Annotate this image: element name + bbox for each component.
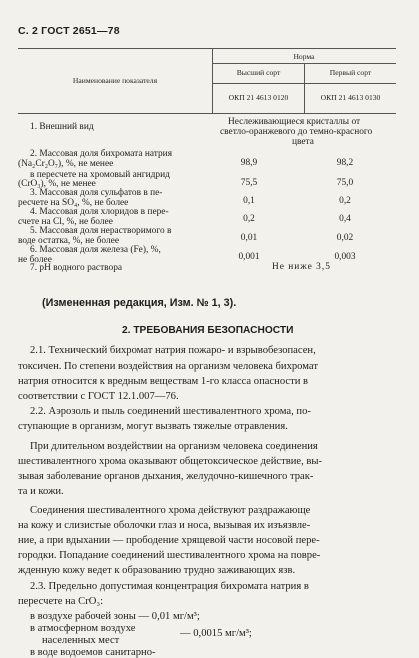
text-line: шестивалентного хрома оказывают общетоксическое действие, вы- [18,456,323,467]
row-3-value-first: 0,2 [339,196,351,206]
col-highest-header: Высший сорт [236,68,281,77]
text-line: ступающие в организм, могут вызвать тяжелые отравления. [18,421,288,432]
col-norm-header: Норма [293,52,315,61]
row-2b-label-2: (CrO₃), %, не менее [18,179,96,189]
okp-first: ОКП 21 4613 0130 [320,93,381,102]
row-5-label-2: воде остатка, %, не более [18,236,119,246]
col-first-header: Первый сорт [329,68,372,77]
row-2-value-first: 98,2 [336,158,354,168]
row-3-value-highest: 0,1 [243,196,255,206]
text-line: городки. Попадание соединений шестивалентного хрома на повре- [18,550,321,561]
text-line: зывая заболевание органов дыхания, желудочно-кишечного трак- [18,471,314,482]
row-2-label-2: (Na₂Cr₂O₇), %, не менее [18,159,114,169]
col-indicator-header: Наименование показателя [72,76,158,85]
row-4-label-2: счете на Cl, %, не более [18,217,113,227]
row-7-label: 7. pH водного раствора [30,263,123,273]
row-5-label-1: 5. Массовая доля нерастворимого в [30,226,172,236]
appearance-line-3: цвета [292,137,314,147]
text-line: в атмосферном воздухе [30,623,136,634]
text-line: 2.3. Предельно допустимая концентрация бихромата натрия в [30,581,309,592]
row-4-value-first: 0,4 [339,214,351,224]
text-line: в воде водоемов санитарно- [30,647,156,658]
row-6-label-2: не более [18,255,52,265]
row-4-value-highest: 0,2 [243,214,255,224]
text-line: в воздухе рабочей зоны — 0,01 мг/м³; [30,611,200,622]
text-line: жденную кожу ведет к образованию трудно заживающих язв. [18,565,296,576]
text-line: При длительном воздействии на организм человека соединения [30,441,318,452]
text-line: ние, а при вдыхании — прободение хрящевой части носовой пере- [18,535,320,546]
row-2b-value-first: 75,0 [336,178,354,188]
row-1-label: 1. Внешний вид [30,122,94,132]
text-line: населенных мест [42,635,120,646]
row-5-value-first: 0,02 [336,233,354,243]
row-7-value: Не ниже 3,5 [272,262,331,272]
table-header-divider [18,113,396,114]
row-2b-label-1: в пересчете на хромовый ангидрид [30,170,170,180]
text-line: Соединения шестивалентного хрома действуют раздражающе [30,505,311,516]
text-line: 2.2. Аэрозоль и пыль соединений шестивалентного хрома, по- [30,406,311,417]
text-line: та и кожи. [18,486,64,497]
row-2b-value-highest: 75,5 [240,178,258,188]
row-4-label-1: 4. Массовая доля хлоридов в пере- [30,207,169,217]
text-line: натрия относится к вредным веществам 1-го класса опасности в [18,376,309,387]
row-3-label-1: 3. Массовая доля сульфатов в пе- [30,188,163,198]
change-note: (Измененная редакция, Изм. № 1, 3). [42,297,237,309]
appearance-line-2: светло-оранжевого до темно-красного [220,127,373,137]
row-6-value-highest: 0,001 [238,252,260,262]
row-6-label-1: 6. Массовая доля железа (Fe), %, [30,245,161,255]
text-line: на кожу и слизистые оболочки глаз и носа, вызывая их изъязвле- [18,520,311,531]
okp-highest: ОКП 21 4613 0120 [228,93,289,102]
appearance-line-1: Неслеживающиеся кристаллы от [228,117,361,127]
text-line: — 0,0015 мг/м³; [180,628,252,639]
row-2-label-1: 2. Массовая доля бихромата натрия [30,149,173,159]
row-3-label-2: ресчете на SO₄, %, не более [18,198,129,208]
text-line: соответствии с ГОСТ 12.1.007—76. [18,391,179,402]
table-top-rule [18,48,396,49]
page-header: С. 2 ГОСТ 2651—78 [18,25,120,37]
section-title: 2. ТРЕБОВАНИЯ БЕЗОПАСНОСТИ [122,325,294,336]
row-2-value-highest: 98,9 [240,158,258,168]
row-5-value-highest: 0,01 [240,233,258,243]
text-line: пересчете на CrO₃: [18,596,104,607]
row-6-value-first: 0,003 [334,252,356,262]
text-line: токсичен. По степени воздействия на организм человека бихромат [18,361,318,372]
text-line: 2.1. Технический бихромат натрия пожаро- и взрывобезопасен, [30,345,316,356]
